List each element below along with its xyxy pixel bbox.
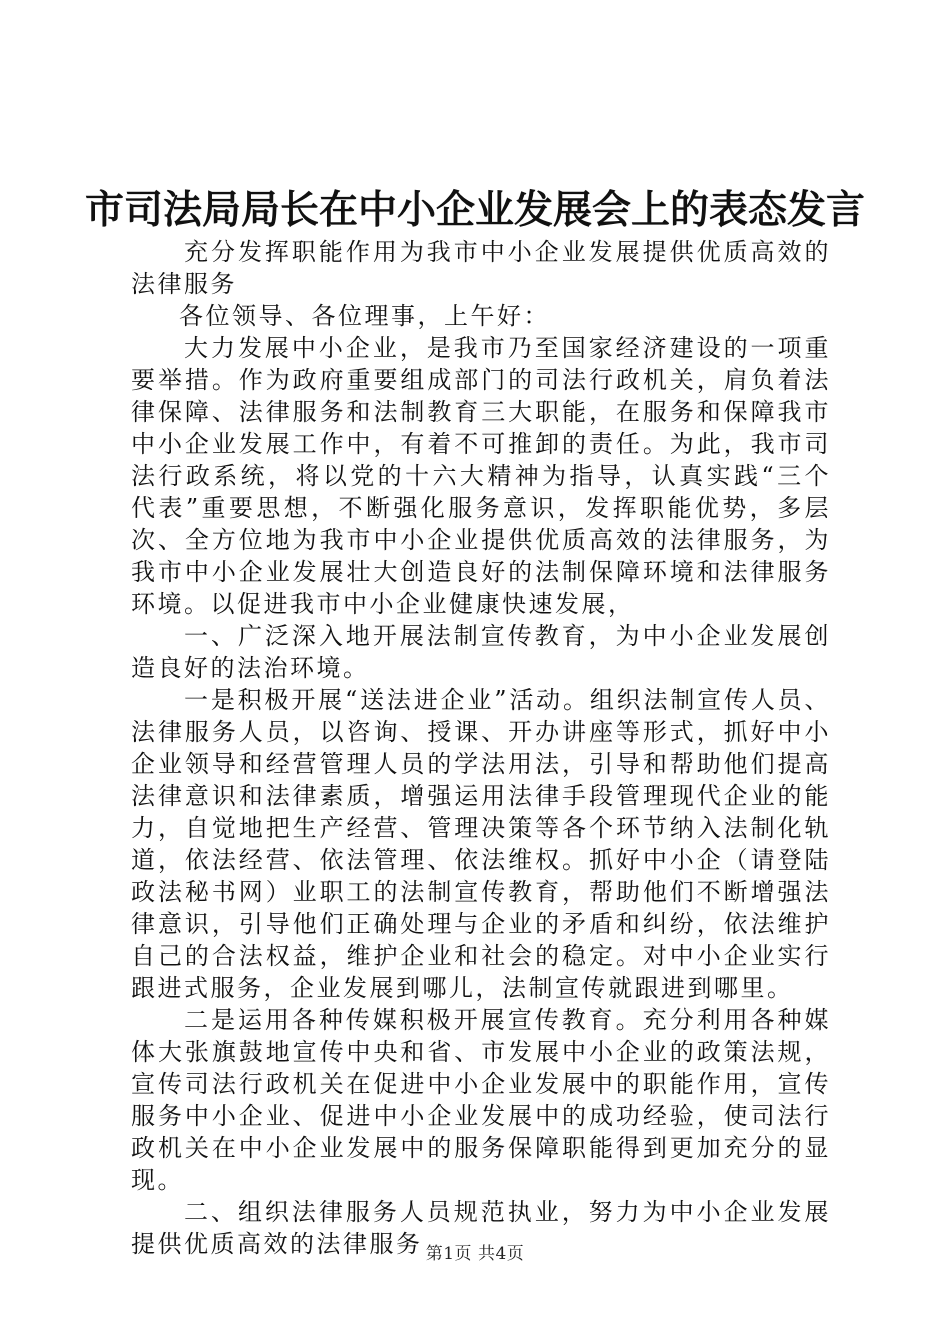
document-title: 市司法局局长在中小企业发展会上的表态发言 bbox=[84, 188, 865, 233]
document-body bbox=[131, 236, 831, 1260]
section-one-heading: 一、广泛深入地开展法制宣传教育，为中小企业发展创造良好的法治环境。 bbox=[131, 622, 831, 682]
salutation-paragraph: 各位领导、各位理事，上午好： bbox=[179, 302, 550, 330]
intro-paragraph: 大力发展中小企业，是我市乃至国家经济建设的一项重要举措。作为政府重要组成部门的司法行政机关，肩负着法律保障、法律服务和法制教育三大职能，在服务和保障我市中小企业发展工作中，有着不可推卸的责任。为此，我市司法行政系统，将以党的十六大精神为指导，认真实践“三个代表”重要思想，不断强化服务意识，发挥职能优势，多层次、全方位地为我市中小企业提供优质高效的法律服务，为我市中小企业发展壮大创造良好的法制保障环境和法律服务环境。以促进我市中小企业健康快速发展， bbox=[131, 334, 831, 618]
section-one-point-one: 一是积极开展“送法进企业”活动。组织法制宣传人员、法律服务人员，以咨询、授课、开办讲座等形式，抓好中小企业领导和经营管理人员的学法用法，引导和帮助他们提高法律意识和法律素质，增强运用法律手段管理现代企业的能力，自觉地把生产经营、管理决策等各个环节纳入法制化轨道，依法经营、依法管理、依法维权。抓好中小企（请登陆政法秘书网）业职工的法制宣传教育，帮助他们不断增强法律意识，引导他们正确处理与企业的矛盾和纠纷，依法维护自己的合法权益，维护企业和社会的稳定。对中小企业实行跟进式服务，企业发展到哪儿，法制宣传就跟进到哪里。 bbox=[131, 686, 831, 1002]
subtitle-paragraph: 充分发挥职能作用为我市中小企业发展提供优质高效的法律服务 bbox=[131, 238, 831, 298]
section-one-point-two: 二是运用各种传媒积极开展宣传教育。充分利用各种媒体大张旗鼓地宣传中央和省、市发展中小企业的政策法规，宣传司法行政机关在促进中小企业发展中的职能作用，宣传服务中小企业、促进中小企业发展中的成功经验，使司法行政机关在中小企业发展中的服务保障职能得到更加充分的显现。 bbox=[131, 1006, 831, 1194]
page-number-footer: 第1页 共4页 bbox=[425, 1244, 525, 1264]
section-two-heading: 二、组织法律服务人员规范执业，努力为中小企业发展提供优质高效的法律服务 bbox=[131, 1198, 831, 1258]
